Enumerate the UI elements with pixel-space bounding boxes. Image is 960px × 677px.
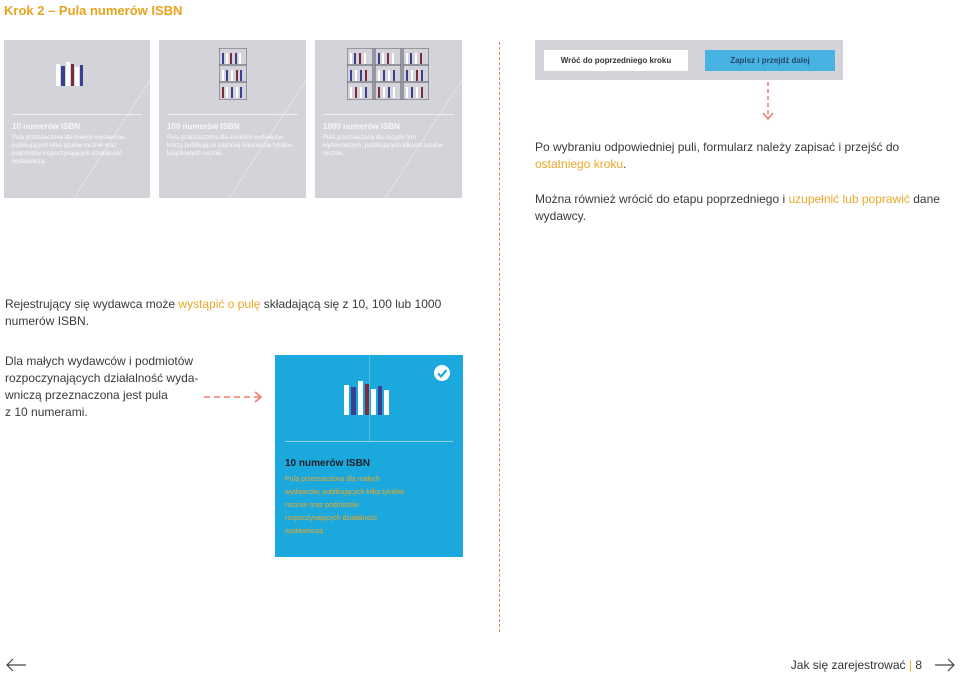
books-icon xyxy=(56,62,88,88)
arrow-down-icon xyxy=(760,82,776,124)
text-span: dane wydawcy. xyxy=(535,192,940,223)
right-paragraph-2 xyxy=(535,191,945,225)
text-line: Dla małych wydawców i podmiotów xyxy=(5,354,194,368)
save-next-button[interactable]: Zapisz i przejdź dalej xyxy=(705,50,835,71)
pool-card-10[interactable] xyxy=(4,40,150,198)
card-divider xyxy=(167,114,298,115)
card-divider xyxy=(323,114,454,115)
left-paragraph-1 xyxy=(5,296,455,330)
books-icon xyxy=(344,381,394,415)
arrow-right-nav-icon[interactable] xyxy=(934,658,956,672)
page-heading: Krok 2 – Pula numerów ISBN xyxy=(4,3,183,18)
left-paragraph-2 xyxy=(5,353,265,421)
check-icon xyxy=(434,365,450,381)
edit-data-link[interactable]: uzupełnić lub poprawić xyxy=(788,192,910,206)
selected-pool-card[interactable] xyxy=(275,355,463,557)
card-title: 10 numerów ISBN xyxy=(12,122,81,131)
bookshelf-icon xyxy=(219,48,247,100)
card-description: Pula przeznaczona dla małych wydawców, publikujących kilka tytułów rocznie oraz podmiotów rozpoczynających działalność wydawniczą. xyxy=(12,135,126,166)
text-line: rozpoczynających działalność wyda- xyxy=(5,371,199,385)
text-span: składającą się z 10, 100 lub 1000 numerów ISBN. xyxy=(5,297,442,328)
arrow-right-icon xyxy=(204,391,266,403)
bookshelves-icon xyxy=(347,48,429,100)
card-divider xyxy=(12,114,142,115)
footer-nav xyxy=(791,658,922,672)
text-span: Można również wrócić do etapu poprzedniego i xyxy=(535,192,789,206)
apply-pool-link[interactable]: wystąpić o pulę xyxy=(178,297,261,311)
card-title: 1000 numerów ISBN xyxy=(323,122,400,131)
last-step-link[interactable]: ostatniego kroku xyxy=(535,157,624,171)
card-description: Pula przeznaczona dla małych wydawców, publikujących kilka tytułów rocznie oraz podmiotów rozpoczynających działalność wydawniczą. xyxy=(285,476,405,535)
page-number: 8 xyxy=(915,658,922,672)
text-line: wniczą przeznaczona jest pula xyxy=(5,388,168,402)
card-description: Pula przeznaczona dla dużych firm wydawniczych, publikujących kilkaset tytułów rocznie. xyxy=(323,135,443,158)
text-span: . xyxy=(623,157,627,171)
card-title: 10 numerów ISBN xyxy=(285,458,371,469)
form-buttons-panel xyxy=(535,40,843,80)
card-description: Pula przeznaczona dla średnich wydawców, którzy publikują co najmniej kilkanaście tytułów książkowych rocznie. xyxy=(167,135,292,158)
pool-card-1000[interactable] xyxy=(315,40,462,198)
footer-section-title: Jak się zarejestrować xyxy=(790,658,906,672)
footer-separator: | xyxy=(908,658,912,672)
text-span: Po wybraniu odpowiedniej puli, formularz należy zapisać i przejść do xyxy=(535,140,900,154)
pool-card-100[interactable] xyxy=(159,40,306,198)
column-divider xyxy=(499,42,500,632)
arrow-left-icon[interactable] xyxy=(5,658,27,672)
text-line: z 10 numerami. xyxy=(5,405,88,419)
card-title: 100 numerów ISBN xyxy=(167,122,240,131)
card-divider xyxy=(285,441,453,442)
right-paragraph-1 xyxy=(535,139,930,173)
text-span: Rejestrujący się wydawca może xyxy=(5,297,179,311)
back-button[interactable]: Wróć do poprzedniego kroku xyxy=(544,50,688,71)
